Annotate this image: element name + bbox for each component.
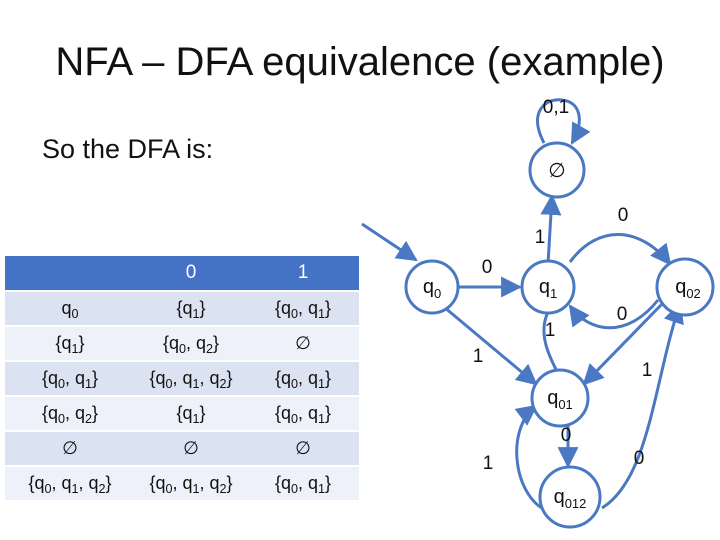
- edge-label-q02-to-q1: 1: [544, 320, 556, 341]
- table-cell-on-1: ∅: [247, 432, 359, 465]
- edge-label-q0-to-q1: 0: [481, 257, 493, 278]
- edge-label-q1-to-q02: 0: [617, 205, 629, 226]
- edge-label-q01-to-q02: 1: [641, 360, 653, 381]
- state-label-q02: $q_{02}$: [675, 276, 701, 301]
- edge-label-q0-to-q01: 1: [472, 346, 484, 367]
- state-label-q0: $q_0$: [422, 276, 442, 301]
- table-cell-state: {$q_0$, $q_1$}: [5, 362, 135, 395]
- table-cell-state: ∅: [5, 432, 135, 465]
- edge-label-q012-to-q01: 1: [482, 453, 494, 474]
- header-cell-input-0: 0: [135, 256, 247, 290]
- table-cell-on-0: {$q_0$, $q_2$}: [135, 327, 247, 360]
- edge-label-q012-to-q02: 0: [633, 448, 645, 469]
- edge-q1-to-q02: [570, 234, 670, 264]
- state-label-empty: ∅: [548, 160, 566, 182]
- edge-label-q02-to-q01: 0: [616, 304, 628, 325]
- table-cell-on-0: $\{q_1\}$: [135, 397, 247, 430]
- table-cell-on-1: {$q_0$, $q_1$}: [247, 292, 359, 325]
- table-cell-state: {$q_0$, $q_1$, $q_2$}: [5, 467, 135, 500]
- slide-title: NFA – DFA equivalence (example): [55, 40, 665, 84]
- table-cell-state: $\{q_1\}$: [5, 327, 135, 360]
- edge-q0-to-q01: [444, 307, 536, 384]
- slide-subtitle: So the DFA is:: [42, 134, 214, 164]
- table-cell-state: $q_0$: [5, 292, 135, 325]
- table-cell-on-0: ∅: [135, 432, 247, 465]
- table-cell-on-1: {$q_0$, $q_1$}: [247, 397, 359, 430]
- table-cell-state: {$q_0$, $q_2$}: [5, 397, 135, 430]
- table-cell-on-0: $\{q_1\}$: [135, 292, 247, 325]
- edge-start-arrow: [362, 224, 416, 260]
- table-cell-on-1: ∅: [247, 327, 359, 360]
- state-label-q1: $q_1$: [538, 276, 558, 301]
- header-cell-input-1: 1: [247, 256, 359, 290]
- state-label-q012: $q_{012}$: [553, 486, 587, 511]
- table-cell-on-1: {$q_0$, $q_1$}: [247, 362, 359, 395]
- edge-label-q1-to-empty: 1: [534, 227, 546, 248]
- state-label-q01: $q_{01}$: [547, 387, 573, 412]
- table-cell-on-0: {$q_0$, $q_1$, $q_2$}: [135, 362, 247, 395]
- edge-q1-to-empty: [548, 196, 552, 264]
- edge-label-empty-loop: 0,1: [542, 97, 570, 118]
- table-cell-on-0: {$q_0$, $q_1$, $q_2$}: [135, 467, 247, 500]
- table-cell-on-1: {$q_0$, $q_1$}: [247, 467, 359, 500]
- edge-q012-to-q02: [602, 304, 680, 508]
- edge-label-q01-to-q012: 0: [560, 425, 572, 446]
